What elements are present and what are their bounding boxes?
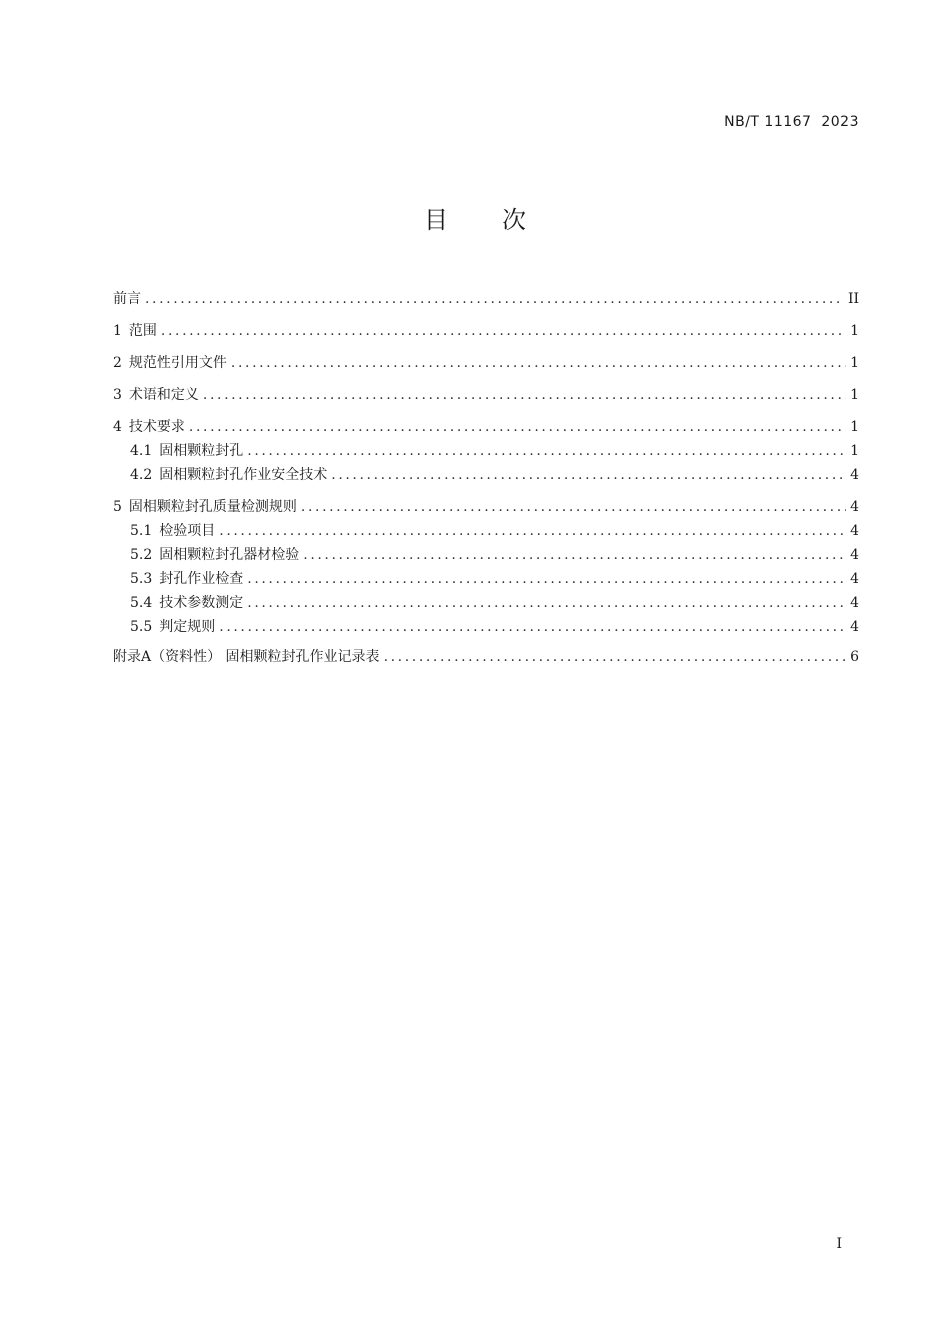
toc-entry-number: 4 — [113, 419, 122, 435]
toc-entry-number: 2 — [113, 355, 122, 371]
toc-entry-label: 技术要求 — [128, 419, 185, 435]
toc-entry-number: 5 — [113, 499, 122, 515]
toc-entry-4[interactable] — [113, 417, 859, 437]
toc-entry-label: 术语和定义 — [128, 387, 199, 403]
toc-entry-page: 1 — [850, 323, 859, 339]
toc-leader-dots — [203, 385, 846, 405]
toc-entry-page: 1 — [850, 419, 859, 435]
toc-entry-page: 1 — [850, 387, 859, 403]
toc-entry-page: 4 — [850, 523, 859, 539]
toc-entry-number: 5.1 — [130, 523, 153, 539]
toc-entry-5-2[interactable] — [113, 545, 859, 565]
toc-entry-number: 3 — [113, 387, 122, 403]
table-of-contents — [113, 289, 859, 667]
toc-entry-number: 1 — [113, 323, 122, 339]
toc-entry-page: 1 — [850, 355, 859, 371]
toc-leader-dots — [219, 617, 846, 637]
page-title: 目次 — [424, 206, 580, 234]
page-number: I — [836, 1236, 842, 1252]
toc-entry-page: 4 — [850, 571, 859, 587]
toc-entry-page: 6 — [850, 649, 859, 665]
toc-entry-label: 检验项目 — [159, 523, 216, 539]
toc-entry-number: 5.5 — [130, 619, 153, 635]
toc-leader-dots — [161, 321, 846, 341]
toc-entry-label: 规范性引用文件 — [128, 355, 227, 371]
toc-entry-5-1[interactable] — [113, 521, 859, 541]
toc-entry-label: 固相颗粒封孔器材检验 — [159, 547, 300, 563]
toc-leader-dots — [145, 289, 844, 309]
toc-entry-3[interactable] — [113, 385, 859, 405]
toc-entry-label: 附录A（资料性） 固相颗粒封孔作业记录表 — [113, 649, 380, 665]
standard-number: NB/T 11167 2023 — [724, 114, 859, 130]
toc-entry-2[interactable] — [113, 353, 859, 373]
toc-entry-label: 固相颗粒封孔质量检测规则 — [128, 499, 297, 515]
toc-entry-number: 4.1 — [130, 443, 153, 459]
toc-entry-label: 封孔作业检查 — [159, 571, 244, 587]
toc-entry-number: 4.2 — [130, 467, 153, 483]
toc-entry-number: 5.2 — [130, 547, 153, 563]
toc-entry-page: 4 — [850, 595, 859, 611]
toc-entry-4-2[interactable] — [113, 465, 859, 485]
toc-entry-5-4[interactable] — [113, 593, 859, 613]
toc-leader-dots — [331, 465, 846, 485]
toc-leader-dots — [301, 497, 846, 517]
toc-entry-5-3[interactable] — [113, 569, 859, 589]
toc-leader-dots — [231, 353, 846, 373]
toc-entry-number: 5.4 — [130, 595, 153, 611]
toc-entry-appendix-a[interactable] — [113, 647, 859, 667]
toc-leader-dots — [247, 441, 846, 461]
toc-entry-page: II — [847, 291, 859, 307]
toc-entry-number: 5.3 — [130, 571, 153, 587]
toc-entry-label: 前言 — [113, 291, 141, 307]
toc-entry-page: 4 — [850, 619, 859, 635]
toc-entry-page: 4 — [850, 547, 859, 563]
toc-entry-page: 4 — [850, 499, 859, 515]
toc-entry-label: 固相颗粒封孔 — [159, 443, 244, 459]
toc-leader-dots — [247, 569, 846, 589]
toc-entry-label: 固相颗粒封孔作业安全技术 — [159, 467, 328, 483]
toc-leader-dots — [219, 521, 846, 541]
toc-entry-1[interactable] — [113, 321, 859, 341]
toc-entry-page: 1 — [850, 443, 859, 459]
toc-leader-dots — [303, 545, 846, 565]
toc-leader-dots — [384, 647, 847, 667]
toc-entry-label: 范围 — [128, 323, 157, 339]
toc-entry-page: 4 — [850, 467, 859, 483]
toc-entry-label: 判定规则 — [159, 619, 216, 635]
toc-leader-dots — [247, 593, 846, 613]
toc-entry-5[interactable] — [113, 497, 859, 517]
toc-entry-4-1[interactable] — [113, 441, 859, 461]
toc-leader-dots — [189, 417, 846, 437]
toc-entry-foreword[interactable] — [113, 289, 859, 309]
toc-entry-label: 技术参数测定 — [159, 595, 244, 611]
toc-entry-5-5[interactable] — [113, 617, 859, 637]
